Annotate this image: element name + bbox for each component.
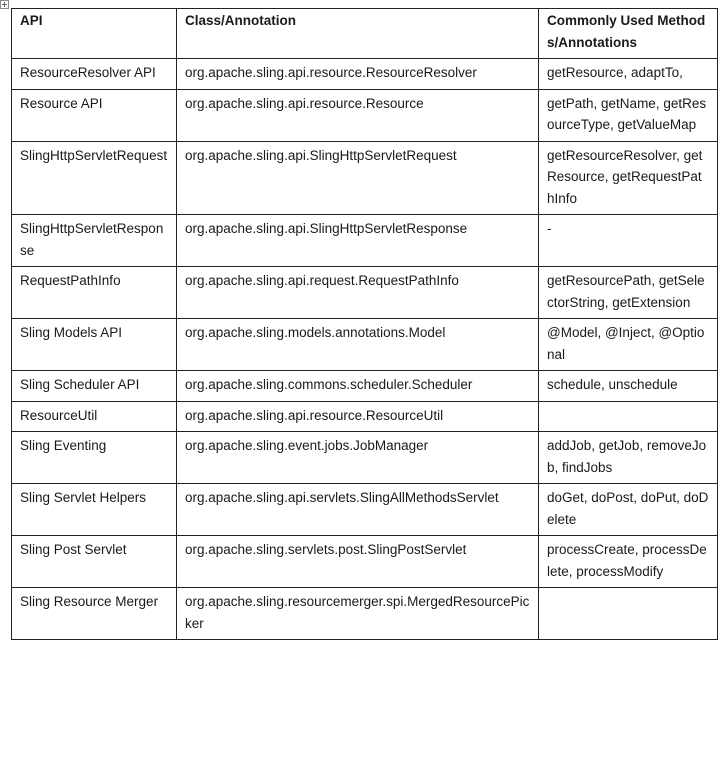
cell-methods: [539, 588, 718, 640]
table-row: [12, 319, 718, 371]
table-row: [12, 401, 718, 432]
cell-api: ResourceResolver API: [12, 59, 177, 90]
cell-methods: addJob, getJob, removeJob, findJobs: [539, 432, 718, 484]
cell-class: org.apache.sling.api.SlingHttpServletRequest: [177, 141, 539, 215]
table-row: [12, 59, 718, 90]
cell-methods: schedule, unschedule: [539, 371, 718, 402]
cell-api: Sling Models API: [12, 319, 177, 371]
table-row: [12, 141, 718, 215]
cell-methods: @Model, @Inject, @Optional: [539, 319, 718, 371]
cell-methods: getResource, adaptTo,: [539, 59, 718, 90]
cell-class: org.apache.sling.api.servlets.SlingAllMethodsServlet: [177, 484, 539, 536]
cell-methods: getResourcePath, getSelectorString, getExtension: [539, 267, 718, 319]
cell-methods: doGet, doPost, doPut, doDelete: [539, 484, 718, 536]
cell-class: org.apache.sling.api.SlingHttpServletResponse: [177, 215, 539, 267]
header-api: API: [12, 9, 177, 59]
table-row: [12, 89, 718, 141]
cell-methods: getResourceResolver, getResource, getRequestPathInfo: [539, 141, 718, 215]
table-move-handle[interactable]: [0, 0, 9, 9]
table-row: [12, 536, 718, 588]
table-row: [12, 215, 718, 267]
table-row: [12, 432, 718, 484]
cell-methods: getPath, getName, getResourceType, getValueMap: [539, 89, 718, 141]
table-header-row: [12, 9, 718, 59]
cell-methods: [539, 401, 718, 432]
sling-api-table: [11, 8, 718, 640]
cell-api: Sling Post Servlet: [12, 536, 177, 588]
table-row: [12, 484, 718, 536]
cell-class: org.apache.sling.servlets.post.SlingPostServlet: [177, 536, 539, 588]
cell-api: ResourceUtil: [12, 401, 177, 432]
table-row: [12, 371, 718, 402]
cell-class: org.apache.sling.api.resource.ResourceUtil: [177, 401, 539, 432]
table-row: [12, 588, 718, 640]
cell-methods: -: [539, 215, 718, 267]
cell-class: org.apache.sling.api.resource.Resource: [177, 89, 539, 141]
cell-api: Sling Scheduler API: [12, 371, 177, 402]
header-commonly-used-methods: Commonly Used Methods/Annotations: [539, 9, 718, 59]
cell-class: org.apache.sling.models.annotations.Model: [177, 319, 539, 371]
cell-api: Resource API: [12, 89, 177, 141]
cell-class: org.apache.sling.api.resource.ResourceResolver: [177, 59, 539, 90]
cell-api: Sling Servlet Helpers: [12, 484, 177, 536]
cell-api: Sling Resource Merger: [12, 588, 177, 640]
header-class-annotation: Class/Annotation: [177, 9, 539, 59]
cell-class: org.apache.sling.api.request.RequestPathInfo: [177, 267, 539, 319]
cell-class: org.apache.sling.resourcemerger.spi.MergedResourcePicker: [177, 588, 539, 640]
cell-methods: processCreate, processDelete, processModify: [539, 536, 718, 588]
cell-api: Sling Eventing: [12, 432, 177, 484]
cell-api: SlingHttpServletResponse: [12, 215, 177, 267]
cell-api: SlingHttpServletRequest: [12, 141, 177, 215]
cell-api: RequestPathInfo: [12, 267, 177, 319]
cell-class: org.apache.sling.event.jobs.JobManager: [177, 432, 539, 484]
table-row: [12, 267, 718, 319]
cell-class: org.apache.sling.commons.scheduler.Scheduler: [177, 371, 539, 402]
